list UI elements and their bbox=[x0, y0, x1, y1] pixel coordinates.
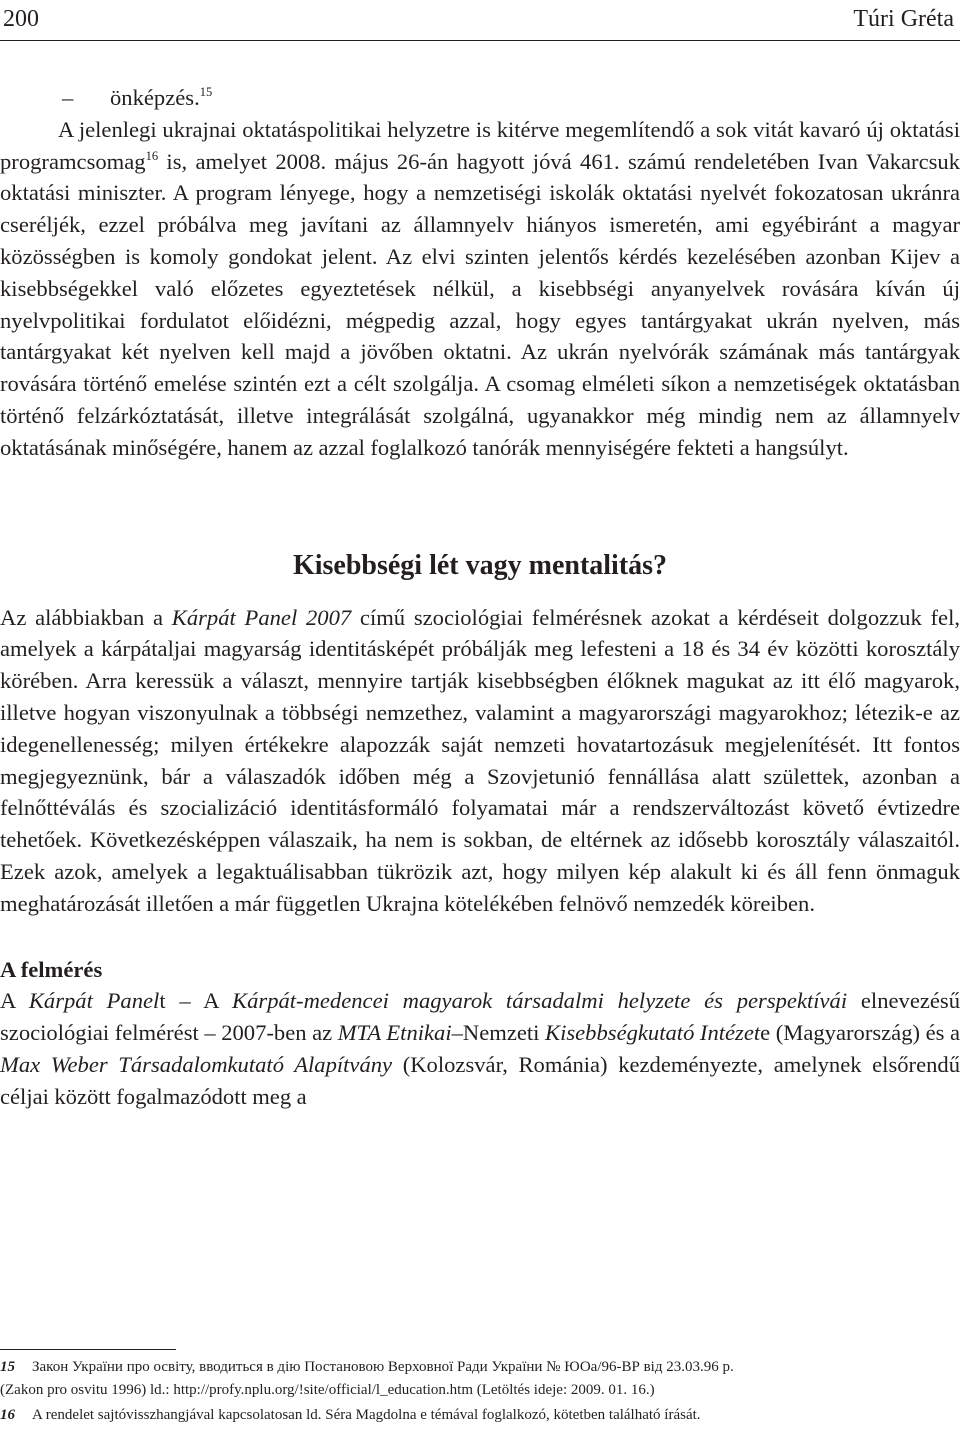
list-item bbox=[0, 82, 960, 114]
italic-text: Kárpát-medencei magyarok társadalmi helyzete és perspektívái bbox=[232, 988, 848, 1014]
footnote-ref-16[interactable]: 16 bbox=[145, 148, 159, 163]
footnotes bbox=[0, 1349, 960, 1425]
paragraph-text: e (Magyarország) és a bbox=[760, 1020, 960, 1046]
footnote-15 bbox=[0, 1357, 960, 1377]
italic-text: Kárpát Panel bbox=[28, 988, 160, 1014]
paragraph-text: elnevezésű szociológiai felmérést – 2007-ben az bbox=[0, 988, 960, 1046]
paragraph-survey-description bbox=[0, 985, 960, 1112]
paragraph-text: című szociológiai felmérésnek azokat a kérdéseit dolgozzuk fel, amelyek a kárpátaljai magyarság identitásképét próbálják meg lefesteni a 18 és 34 év közötti korosztály körében. Arra keressük a választ, mennyire tartják kisebbségben élőknek magukat az itt élő magyarok, illetve hogyan viszonyulnak a többségi nemzethez, valamint a magyarországi magyarokhoz; létezik-e az idegenellenesség; milyen értékekre alapozzák saját nemzeti hovatartozásuk megjelenítését. Itt fontos megjegyeznünk, bár a válaszadók időben még a Szovjetunió fennállása alatt születtek, azonban a felnőttéválás és szocializáció identitásformáló folyamatai már a rendszerváltozást követő évtizedre tehetőek. Következésképpen válaszaik, ha nem is sokban, de eltérnek az idősebb korosztály válaszaitól. Ezek azok, amelyek a legaktuálisabban tükrözik azt, hogy milyen kép alakult ki és áll fenn önmaguk meghatározását illetően a már független Ukrajna kötelékében felnövő nemzedék köreiben. bbox=[0, 604, 960, 916]
footnote-number: 15 bbox=[0, 1359, 15, 1375]
subsection-heading: A felmérés bbox=[0, 956, 103, 982]
section-heading: Kisebbségi lét vagy mentalitás? bbox=[292, 549, 668, 581]
footnote-divider bbox=[0, 1349, 176, 1350]
footnote-text: A rendelet sajtóvisszhangjával kapcsolatosan ld. Séra Magdolna e témával foglalkozó, kötetben található írását. bbox=[32, 1407, 701, 1423]
paragraph-text: A jelenlegi ukrajnai oktatáspolitikai helyzetre is kitérve megemlítendő a sok vitát kavaró új oktatási programcsomag bbox=[0, 116, 960, 174]
running-header bbox=[0, 0, 960, 41]
paragraph-text: –Nemzeti bbox=[451, 1020, 546, 1046]
footnote-16 bbox=[0, 1405, 960, 1425]
footnote-number: 16 bbox=[0, 1407, 15, 1423]
paragraph-text: t – A bbox=[159, 988, 233, 1014]
paragraph-text: A bbox=[0, 988, 29, 1014]
paragraph-survey-intro bbox=[0, 602, 960, 920]
italic-text: MTA Etnikai bbox=[337, 1020, 452, 1046]
italic-text: Max Weber Társadalomkutató Alapítvány bbox=[0, 1051, 393, 1077]
page-body bbox=[0, 82, 960, 1113]
italic-title: Kárpát Panel 2007 bbox=[171, 604, 352, 630]
running-header-author: Túri Gréta bbox=[853, 6, 954, 32]
footnote-text: Закон України про освіту, вводиться в дію Постановою Верховної Ради України № ЮОа/96-ВР від 23.03.96 р. bbox=[32, 1359, 734, 1375]
footnote-continuation[interactable]: (Zakon pro osvitu 1996) ld.: http://profy.nplu.org/!site/official/l_education.htm (Letöltés ideje: 2009. 01. 16.) bbox=[0, 1382, 655, 1398]
paragraph-text: is, amelyet 2008. május 26-án hagyott jóvá 461. számú rendeletében Ivan Vakarcsuk oktatási miniszter. A program lényege, hogy a nemzetiségi iskolák oktatási nyelvét fokozatosan ukránra cseréljék, ezzel próbálva meg javítani az államnyelv hiányos ismeretén, ami egyébiránt a magyar közösségben is komoly gondokat jelent. Az elvi szinten jelentős kérdés kezelésében azonban Kijev a kisebbségekkel való előzetes egyeztetések nélkül, a kisebbségi anyanyelvek rovására kíván új nyelvpolitikai fordulatot előidézni, mégpedig azzal, hogy egyes tantárgyakat ukrán nyelven, más tantárgyakat két nyelven kell majd a jövőben oktatni. Az ukrán nyelvórák számának más tantárgyak rovására történő emelése szintén ezt a célt szolgálja. A csomag elméleti síkon a nemzetiségek oktatásban történő felzárkóztatását, illetve integrálását szolgálná, ugyanakkor még mindig nem az államnyelv oktatásának minőségére, hanem az azzal foglalkozó tanórák mennyiségére fekteti a hangsúlyt. bbox=[0, 148, 960, 460]
paragraph-text: (Kolozsvár, Románia) kezdeményezte, amelynek elsőrendű céljai között fogalmazódott meg a bbox=[0, 1051, 960, 1109]
page-number: 200 bbox=[3, 6, 39, 32]
list-item-text: önképzés. bbox=[110, 85, 200, 110]
paragraph-text: Az alábbiakban a bbox=[0, 604, 172, 630]
footnote-ref-15[interactable]: 15 bbox=[199, 85, 213, 99]
italic-text: Kisebbségkutató Intézet bbox=[545, 1020, 761, 1046]
paragraph-education-policy bbox=[0, 114, 960, 464]
list-dash: – bbox=[62, 85, 74, 110]
